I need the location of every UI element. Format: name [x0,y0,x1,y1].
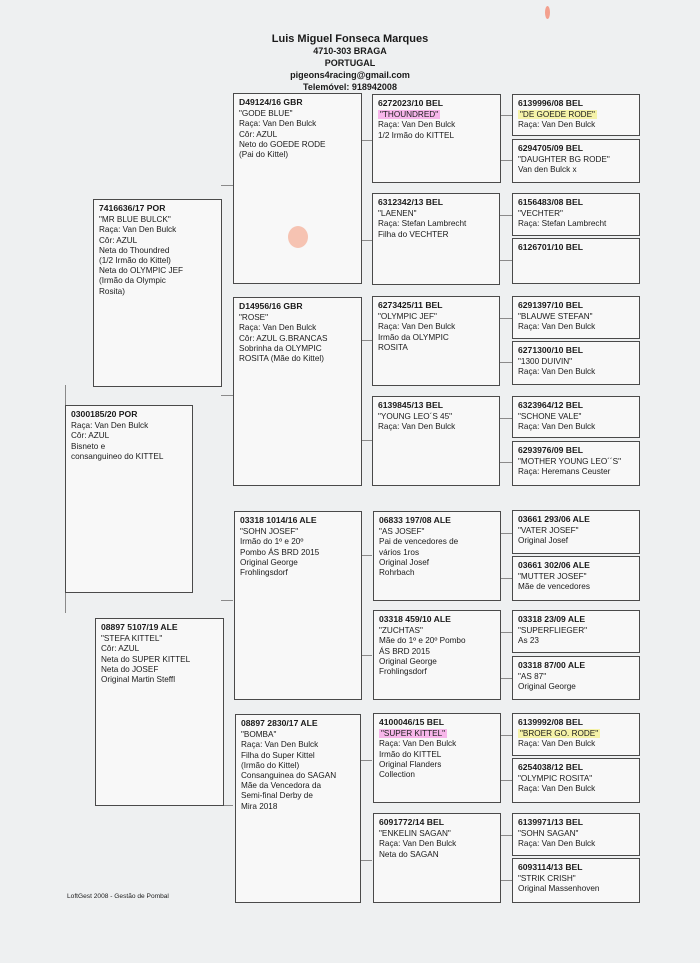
connector [500,160,512,161]
pigeon-card-dd [235,714,361,903]
pigeon-detail-line: Irmão do 1º e 20º [240,537,304,547]
pigeon-detail-line: "1300 DUIVIN" [518,357,573,367]
pigeon-detail-line: Original George [240,557,298,567]
pigeon-card-g4 [512,238,640,284]
connector [500,115,512,116]
connector [500,260,512,261]
breeder-email: pigeons4racing@gmail.com [290,70,410,80]
ring-number: 6093114/13 BEL [518,862,583,872]
pigeon-detail-line: Original George [518,682,576,692]
ring-number: 6126701/10 BEL [518,242,583,252]
pigeon-card-g15 [512,813,640,856]
pigeon-detail-line: "AS 87" [518,672,547,682]
pigeon-detail-line: Filha do Super Kittel [241,750,315,760]
pigeon-card-subject [65,405,193,593]
pigeon-detail-line: vários 1ros [379,547,420,557]
pigeon-detail-line: "MOTHER YOUNG LEO´´S" [518,457,622,467]
pigeon-detail-line: Original George [379,656,437,666]
pigeon-card-sdd [372,396,500,486]
pigeon-detail-line: Rohrbach [379,568,415,578]
pigeon-detail-line: Côr: AZUL [101,644,140,654]
pigeon-detail-line: Raça: Van Den Bulck [71,421,149,431]
connector [500,578,512,579]
ring-number: 03661 293/06 ALE [518,514,590,524]
pigeon-card-dss [373,511,501,601]
pigeon-detail-line: ROSITA (Mãe do Kittel) [239,354,324,364]
ring-number: 06833 197/08 ALE [379,515,451,525]
pigeon-detail-line: Raça: Van Den Bulck [99,225,177,235]
pigeon-detail-line: (Irmão do Kittel) [241,760,300,770]
pigeon-card-sire [93,199,222,387]
ring-number: 0300185/20 POR [71,409,138,419]
pigeon-detail-line: "LAENEN" [378,209,417,219]
pigeon-detail-line: Raça: Van Den Bulck [239,119,317,129]
ring-number: 03318 87/00 ALE [518,660,586,670]
pigeon-detail-line: Raça: Van Den Bulck [518,839,596,849]
pigeon-detail-line: "STEFA KITTEL" [101,634,163,644]
pigeon-detail-line: Raça: Van Den Bulck [379,739,457,749]
pigeon-detail-line: "DAUGHTER BG RODE" [518,155,610,165]
ring-number: 6271300/10 BEL [518,345,583,355]
connector [361,340,372,341]
connector [500,835,512,836]
pigeon-detail-line: Raça: Van Den Bulck [518,322,596,332]
connector [65,593,66,613]
ring-number: 6291397/10 BEL [518,300,583,310]
pigeon-detail-line: Pai de vencedores de [379,537,459,547]
pigeon-detail-line: "SOHN JOSEF" [240,527,299,537]
ring-number: 08897 5107/19 ALE [101,622,178,632]
pigeon-detail-line: Neta do JOSEF [101,664,159,674]
connector [500,418,512,419]
breeder-name: Luis Miguel Fonseca Marques [271,33,429,45]
ink-mark [545,6,550,19]
pigeon-card-sds [372,296,500,386]
pigeon-detail-line: Raça: Van Den Bulck [239,323,317,333]
pigeon-card-ds [234,511,362,700]
pigeon-detail-line: Mãe de vencedores [518,582,590,592]
ink-smudge [288,226,308,248]
connector [361,140,372,141]
ring-number: 6139996/08 BEL [518,98,583,108]
pigeon-detail-line: Côr: AZUL [71,431,110,441]
ring-number: 4100046/15 BEL [379,717,444,727]
pigeon-detail-line: "STRIK CRISH" [518,874,576,884]
pigeon-detail-line: "OLYMPIC JEF" [378,312,437,322]
pigeon-detail-line: Raça: Van Den Bulck [378,322,456,332]
connector [361,555,372,556]
pigeon-detail-line: "OLYMPIC ROSITA" [518,774,593,784]
ring-number: 6139971/13 BEL [518,817,583,827]
pigeon-detail-line: Neta do SUPER KITTEL [101,654,191,664]
pigeon-detail-line: As 23 [518,636,539,646]
ring-number: 6139992/08 BEL [518,717,583,727]
ring-number: 6091772/14 BEL [379,817,444,827]
ring-number: 03661 302/06 ALE [518,560,590,570]
pigeon-detail-line: (Irmão da Olympic [99,276,166,286]
connector [361,240,372,241]
pigeon-detail-line: "ENKELIN SAGAN" [379,829,451,839]
pigeon-detail-line: Neta do SAGAN [379,849,439,859]
pigeon-card-dds [373,713,501,803]
pigeon-card-g14 [512,758,640,803]
pigeon-detail-line: Pombo ÁS BRD 2015 [240,547,320,557]
pigeon-detail-line: "BLAUWE STEFAN" [518,312,593,322]
pigeon-detail-line: Raça: Stefan Lambrecht [378,219,467,229]
pigeon-detail-line: Original Martin Steffl [101,675,176,685]
ring-number: 03318 1014/16 ALE [240,515,317,525]
pigeon-detail-line: "MR BLUE BULCK" [99,215,171,225]
pigeon-detail-line: Raça: Van Den Bulck [518,120,596,130]
pigeon-detail-line: Raça: Van Den Bulck [379,839,457,849]
ring-number: D49124/16 GBR [239,97,303,107]
pigeon-detail-line: "BOMBA" [241,730,277,740]
footer-note: LoftGest 2008 - Gestão de Pombal [67,893,169,900]
breeder-phone: Telemóvel: 918942008 [303,82,397,92]
pigeon-detail-line: Raça: Van Den Bulck [518,739,596,749]
breeder-country: PORTUGAL [324,58,376,68]
pigeon-detail-line: "GODE BLUE" [239,109,293,119]
ring-number: 6293976/09 BEL [518,445,583,455]
connector [500,533,512,534]
pigeon-detail-line: Raça: Van Den Bulck [378,120,456,130]
connector [361,440,372,441]
pigeon-card-g16 [512,858,640,903]
pigeon-card-g7 [512,396,640,438]
connector [221,600,233,601]
connector [500,735,512,736]
pigeon-card-g10 [512,556,640,601]
connector [500,215,512,216]
connector [221,395,233,396]
pigeon-detail-line: 1/2 Irmão do KITTEL [378,130,454,140]
connector [65,385,66,405]
pigeon-card-g1 [512,94,640,136]
pigeon-detail-line: Côr: AZUL [239,129,278,139]
ring-number: 6272023/10 BEL [378,98,443,108]
pigeon-card-dsd [373,610,501,700]
pigeon-card-g6 [512,341,640,385]
pigeon-detail-line: Raça: Van Den Bulck [518,422,596,432]
pigeon-detail-line: Neto do GOEDE RODE [239,139,326,149]
ring-number: 6254038/12 BEL [518,762,583,772]
pigeon-card-sd [233,297,362,486]
pigeon-detail-line: Semi-final Derby de [241,791,313,801]
connector [361,860,372,861]
pigeon-card-ddd [373,813,501,903]
pigeon-detail-line: Bisneto e [71,441,106,451]
pigeon-detail-line: "AS JOSEF" [379,527,425,537]
pigeon-detail-line: Côr: AZUL [99,235,138,245]
pigeon-detail-line: Rosita) [99,286,125,296]
pigeon-detail-line: Frohlingsdorf [379,667,427,677]
pigeon-detail-line: Consanguinea do SAGAN [241,771,337,781]
pigeon-detail-line: Raça: Heremans Ceuster [518,467,611,477]
pigeon-detail-line: Raça: Van Den Bulck [241,740,319,750]
pigeon-detail-line: "SCHONE VALE" [518,412,582,422]
pigeon-name: "DE GOEDE RODE" [520,110,595,120]
pigeon-detail-line: Raça: Van Den Bulck [518,367,596,377]
ring-number: 03318 23/09 ALE [518,614,586,624]
connector [500,462,512,463]
connector [500,632,512,633]
connector [500,678,512,679]
breeder-address: 4710-303 BRAGA [313,46,387,56]
pigeon-card-g3 [512,193,640,236]
pigeon-card-g8 [512,441,640,486]
pigeon-detail-line: Côr: AZUL G.BRANCAS [239,333,328,343]
connector [361,760,372,761]
pigeon-detail-line: Original Josef [379,557,430,567]
pigeon-detail-line: Raça: Van Den Bulck [378,422,456,432]
pigeon-detail-line: (Pai do Kittel) [239,150,289,160]
connector [500,362,512,363]
connector [500,780,512,781]
pigeon-detail-line: Mira 2018 [241,801,278,811]
connector [361,655,372,656]
pigeon-detail-line: "MUTTER JOSEF" [518,572,587,582]
pigeon-card-g5 [512,296,640,339]
connector [500,318,512,319]
pigeon-card-g12 [512,656,640,700]
pigeon-detail-line: ÁS BRD 2015 [379,646,430,656]
ring-number: 6139845/13 BEL [378,400,443,410]
pigeon-detail-line: Irmão da OLYMPIC [378,332,449,342]
pigeon-detail-line: ROSITA [378,342,408,352]
pigeon-detail-line: Filha do VECHTER [378,229,449,239]
ring-number: 08897 2830/17 ALE [241,718,318,728]
pigeon-detail-line: Neta do Thoundred [99,245,170,255]
pigeon-detail-line: "VATER JOSEF" [518,526,579,536]
pigeon-card-ssd [372,193,500,285]
ring-number: D14956/16 GBR [239,301,303,311]
pigeon-detail-line: Original Flanders [379,759,442,769]
pigeon-card-g9 [512,510,640,554]
pigeon-detail-line: Neta do OLYMPIC JEF [99,266,184,276]
pigeon-name: "THOUNDRED" [380,110,439,120]
pigeon-card-g11 [512,610,640,653]
pigeon-name: "BROER GO. RODE" [520,729,599,739]
pigeon-detail-line: "ZUCHTAS" [379,626,423,636]
pigeon-detail-line: Raça: Van Den Bulck [518,784,596,794]
pigeon-detail-line: Sobrinha da OLYMPIC [239,343,322,353]
connector [221,185,233,186]
pigeon-card-g13 [512,713,640,756]
ring-number: 7416636/17 POR [99,203,166,213]
pigeon-card-g2 [512,139,640,183]
pigeon-detail-line: Frohlingsdorf [240,568,288,578]
ring-number: 6273425/11 BEL [378,300,443,310]
pigeon-detail-line: Original Massenhoven [518,884,600,894]
pigeon-detail-line: Raça: Stefan Lambrecht [518,219,607,229]
pigeon-detail-line: Collection [379,770,415,780]
ring-number: 6323964/12 BEL [518,400,583,410]
pigeon-detail-line: Irmão do KITTEL [379,749,442,759]
ring-number: 6294705/09 BEL [518,143,583,153]
ring-number: 6156483/08 BEL [518,197,583,207]
pigeon-detail-line: Mãe do 1º e 20º Pombo [379,636,466,646]
pigeon-name: "SUPER KITTEL" [381,729,446,739]
pigeon-detail-line: "YOUNG LEO´S 45" [378,412,453,422]
ring-number: 6312342/13 BEL [378,197,443,207]
pigeon-detail-line: Van den Bulck x [518,165,577,175]
pigeon-detail-line: "SOHN SAGAN" [518,829,579,839]
connector [500,880,512,881]
pigeon-detail-line: consanguineo do KITTEL [71,451,164,461]
pigeon-card-dam [95,618,224,806]
pigeon-detail-line: Original Josef [518,536,569,546]
pigeon-detail-line: "ROSE" [239,313,269,323]
pigeon-card-sss [372,94,501,183]
pigeon-card-ss [233,93,362,284]
pigeon-detail-line: (1/2 Irmão do Kittel) [99,256,171,266]
pigeon-detail-line: Mãe da Vencedora da [241,781,322,791]
ring-number: 03318 459/10 ALE [379,614,451,624]
pigeon-detail-line: "SUPERFLIEGER" [518,626,588,636]
pigeon-detail-line: "VECHTER" [518,209,563,219]
